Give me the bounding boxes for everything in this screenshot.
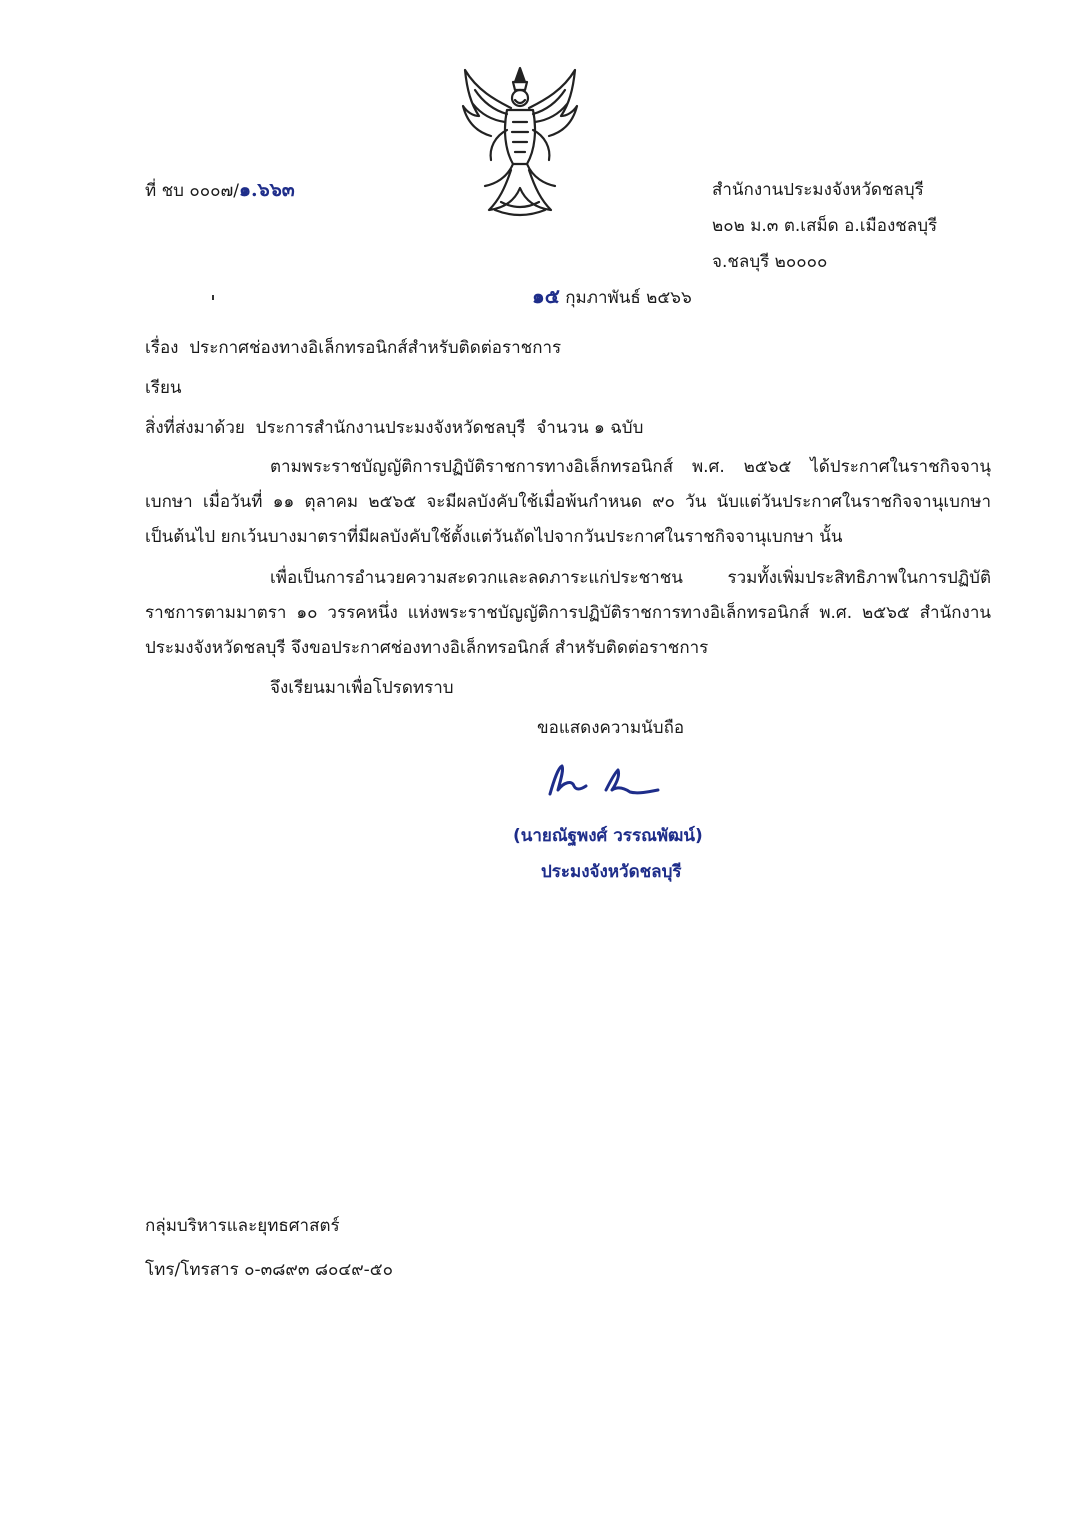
date-printed: กุมภาพันธ์ ๒๕๖๖: [565, 288, 692, 308]
subject-label: เรื่อง: [145, 338, 179, 358]
date-handwritten: ๑๕: [532, 284, 560, 308]
office-address-line2: จ.ชลบุรี ๒๐๐๐๐: [712, 252, 828, 272]
office-name: สำนักงานประมงจังหวัดชลบุรี: [712, 180, 924, 200]
reference-label: ที่ ชบ ๐๐๐๗/: [145, 181, 239, 201]
enclosure-line: [145, 410, 643, 446]
enclosure-text: ประการสำนักงานประมงจังหวัดชลบุรี: [255, 418, 526, 438]
footer-department: กลุ่มบริหารและยุทธศาสตร์: [145, 1216, 340, 1236]
garuda-emblem-icon: [455, 60, 585, 220]
salutation: ขอแสดงความนับถือ: [537, 718, 685, 738]
signatory-name: (นายณัฐพงศ์ วรรณพัฒน์): [513, 826, 703, 846]
subject-line: [145, 330, 561, 366]
reference-number: [145, 172, 295, 209]
enclosure-qty: จำนวน ๑ ฉบับ: [536, 418, 644, 438]
closing-line: จึงเรียนมาเพื่อโปรดทราบ: [270, 678, 454, 698]
signatory-title: ประมงจังหวัดชลบุรี: [541, 862, 682, 882]
to-label: เรียน: [145, 378, 182, 398]
letter-date: [532, 278, 692, 316]
enclosure-label: สิ่งที่ส่งมาด้วย: [145, 418, 245, 438]
reference-handwritten: ๑.๖๖๓: [238, 179, 295, 201]
body-paragraph-2: เพื่อเป็นการอำนวยความสะดวกและลดภาระแก่ประชาชน รวมทั้งเพิ่มประสิทธิภาพในการปฏิบัติราชการตามมาตรา ๑๐ วรรคหนึ่ง แห่งพระราชบัญญัติการปฏิบัติราชการทางอิเล็กทรอนิกส์ พ.ศ. ๒๕๖๕ สำนักงานประมงจังหวัดชลบุรี จึงขอประกาศช่องทางอิเล็กทรอนิกส์ สำหรับติดต่อราชการ: [145, 568, 991, 658]
stray-mark: [212, 295, 214, 300]
body-paragraph-1: ตามพระราชบัญญัติการปฏิบัติราชการทางอิเล็กทรอนิกส์ พ.ศ. ๒๕๖๕ ได้ประกาศในราชกิจจานุเบกษา เมื่อวันที่ ๑๑ ตุลาคม ๒๕๖๕ จะมีผลบังคับใช้เมื่อพ้นกำหนด ๙๐ วัน นับแต่วันประกาศในราชกิจจานุเบกษาเป็นต้นไป ยกเว้นบางมาตราที่มีผลบังคับใช้ตั้งแต่วันถัดไปจากวันประกาศในราชกิจจานุเบกษา นั้น: [145, 457, 991, 547]
handwritten-signature: [544, 760, 664, 804]
footer-phone: โทร/โทรสาร ๐-๓๘๙๓ ๘๐๔๙-๕๐: [145, 1260, 394, 1280]
subject-text: ประกาศช่องทางอิเล็กทรอนิกส์สำหรับติดต่อราชการ: [189, 338, 562, 358]
office-address-line1: ๒๐๒ ม.๓ ต.เสม็ด อ.เมืองชลบุรี: [712, 216, 938, 236]
